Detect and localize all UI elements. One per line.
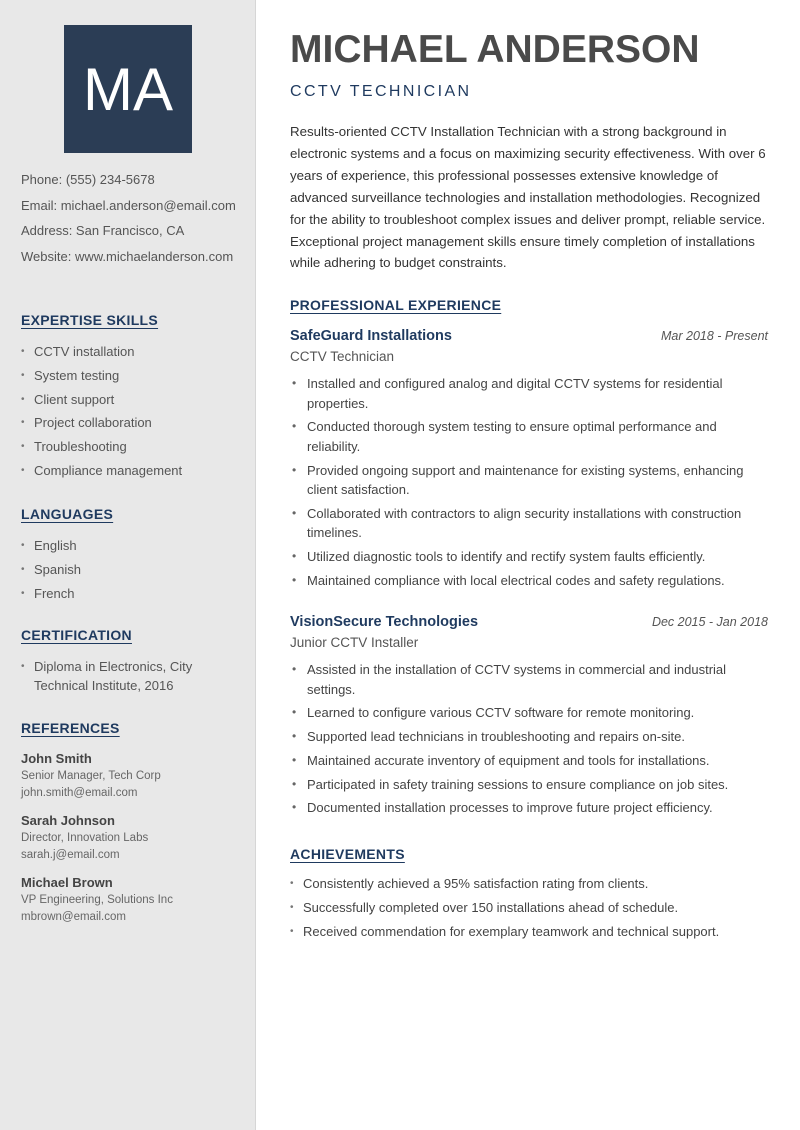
- skills-list: [21, 342, 241, 480]
- skill-item: • Troubleshooting: [21, 437, 241, 456]
- job-bullet: • Installed and configured analog and digital CCTV systems for residential properties.: [290, 374, 768, 413]
- skill-item: • System testing: [21, 366, 241, 385]
- reference-entry: [21, 750, 241, 802]
- job-dates: Dec 2015 - Jan 2018: [651, 615, 768, 629]
- skills-section: [21, 312, 241, 485]
- reference-position: VP Engineering, Solutions Inc: [21, 894, 173, 906]
- job-bullet: • Conducted thorough system testing to ensure optimal performance and reliability.: [290, 417, 768, 456]
- contact-phone: Phone: (555) 234-5678: [21, 172, 155, 187]
- achievements-list: [290, 874, 768, 945]
- reference-name: Michael Brown: [21, 875, 113, 890]
- reference-entry: [21, 812, 241, 864]
- job-bullet: • Utilized diagnostic tools to identify and rectify system faults efficiently.: [290, 547, 768, 567]
- skills-heading: EXPERTISE SKILLS: [21, 312, 159, 328]
- contact-info: [21, 171, 236, 273]
- profile-summary: Results-oriented CCTV Installation Technician with a strong background in electronic systems and a focus on maximizing security effectiveness. With over 6 years of experience, this professional possesses extensive knowledge of advanced surveillance technologies and installation methodologies. Recognized for the ability to troubleshoot complex issues and deliver prompt, reliable service. Exceptional project management skills ensure timely completion of installations while adhering to budget constraints.: [290, 124, 766, 271]
- monogram-avatar: MA: [64, 25, 192, 153]
- skill-item: • Client support: [21, 390, 241, 409]
- job-role: Junior CCTV Installer: [290, 635, 419, 650]
- job-entry: [290, 328, 768, 595]
- contact-email: Email: michael.anderson@email.com: [21, 197, 236, 213]
- reference-entry: [21, 874, 241, 926]
- reference-name: John Smith: [21, 751, 92, 766]
- reference-email: sarah.j@email.com: [21, 849, 120, 861]
- job-company: SafeGuard Installations: [290, 328, 452, 344]
- achievement-item: • Consistently achieved a 95% satisfaction rating from clients.: [290, 874, 768, 893]
- experience-heading: PROFESSIONAL EXPERIENCE: [290, 297, 502, 313]
- language-item: • Spanish: [21, 560, 241, 579]
- job-bullet: • Supported lead technicians in troubleshooting and repairs on-site.: [290, 727, 768, 747]
- achievement-item: • Received commendation for exemplary teamwork and technical support.: [290, 922, 768, 941]
- contact-address: Address: San Francisco, CA: [21, 223, 185, 238]
- job-company: VisionSecure Technologies: [290, 614, 479, 630]
- reference-position: Senior Manager, Tech Corp: [21, 770, 161, 782]
- job-bullet: • Maintained compliance with local electrical codes and safety regulations.: [290, 571, 768, 591]
- job-entry: [290, 614, 768, 822]
- job-header: [290, 614, 768, 630]
- skill-item: • CCTV installation: [21, 342, 241, 361]
- job-bullet: • Assisted in the installation of CCTV systems in commercial and industrial settings.: [290, 660, 768, 699]
- certification-list: [21, 657, 196, 695]
- reference-email: john.smith@email.com: [21, 787, 138, 799]
- job-bullet: • Collaborated with contractors to align security installations with construction timelines.: [290, 504, 768, 543]
- job-bullets: [290, 660, 768, 818]
- references-section: [21, 720, 241, 936]
- reference-position: Director, Innovation Labs: [21, 832, 149, 844]
- reference-name: Sarah Johnson: [21, 813, 115, 828]
- skill-item: • Project collaboration: [21, 413, 241, 432]
- job-bullet: • Maintained accurate inventory of equipment and tools for installations.: [290, 751, 768, 771]
- candidate-title: CCTV TECHNICIAN: [290, 83, 472, 100]
- candidate-name: MICHAEL ANDERSON: [290, 28, 700, 71]
- certification-section: [21, 627, 241, 700]
- job-bullet: • Provided ongoing support and maintenance for existing systems, enhancing client satisfaction.: [290, 461, 768, 500]
- sidebar: [0, 0, 256, 1130]
- languages-list: [21, 536, 241, 603]
- references-heading: REFERENCES: [21, 720, 120, 736]
- job-bullet: • Learned to configure various CCTV software for remote monitoring.: [290, 703, 768, 723]
- certification-item: • Diploma in Electronics, City Technical Institute, 2016: [21, 657, 196, 695]
- language-item: • French: [21, 584, 241, 603]
- achievements-heading: ACHIEVEMENTS: [290, 846, 405, 862]
- job-bullets: [290, 374, 768, 590]
- language-item: • English: [21, 536, 241, 555]
- job-header: [290, 328, 768, 344]
- job-bullet: • Documented installation processes to improve future project efficiency.: [290, 798, 768, 818]
- achievement-item: • Successfully completed over 150 installations ahead of schedule.: [290, 898, 768, 917]
- job-dates: Mar 2018 - Present: [661, 329, 768, 343]
- job-role: CCTV Technician: [290, 349, 395, 364]
- contact-website: Website: www.michaelanderson.com: [21, 248, 234, 264]
- skill-item: • Compliance management: [21, 461, 241, 480]
- languages-heading: LANGUAGES: [21, 506, 114, 522]
- job-bullet: • Participated in safety training sessions to ensure compliance on job sites.: [290, 775, 768, 795]
- certification-heading: CERTIFICATION: [21, 627, 132, 643]
- reference-email: mbrown@email.com: [21, 911, 126, 923]
- languages-section: [21, 506, 241, 607]
- references-list: [21, 750, 241, 926]
